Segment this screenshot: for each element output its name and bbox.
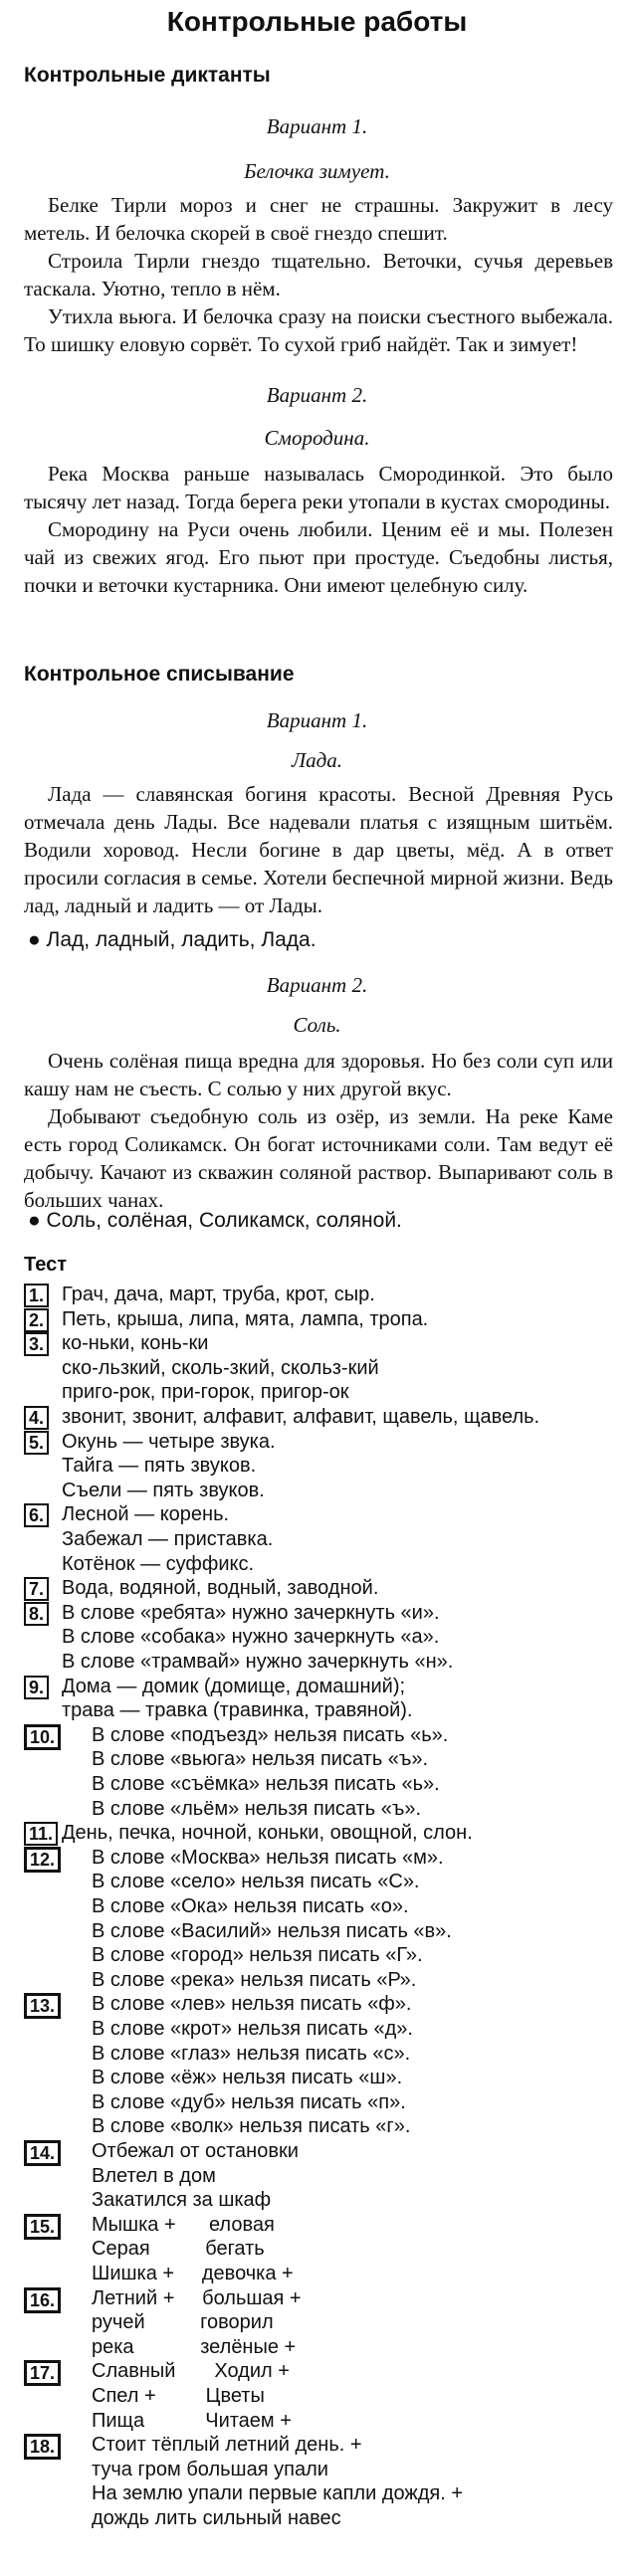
dictation-v2-text: [24, 460, 613, 599]
answer-text: Влетел в дом: [92, 2164, 216, 2187]
question-number: 7.: [24, 1577, 49, 1601]
paragraph: Очень солёная пища вредна для здоровья. Но без соли суп или кашу нам не съесть. С солью у них другой вкус.: [24, 1049, 613, 1100]
copying-v2-bullet: ● Соль, солёная, Соликамск, соляной.: [28, 1209, 402, 1232]
answer-text: В слове «река» нельзя писать «Р».: [92, 1968, 417, 1991]
answer-text: В слове «собака» нужно зачеркнуть «а».: [62, 1626, 440, 1649]
answer-text: На землю упали первые капли дождя. +: [92, 2482, 464, 2505]
answer-text: Забежал — приставка.: [62, 1528, 274, 1550]
answer-text: Тайга — пять звуков.: [62, 1455, 257, 1478]
test-heading: Тест: [24, 1254, 67, 1276]
question-number: 8.: [24, 1602, 49, 1626]
copying-v1-name: Лада.: [291, 748, 343, 772]
answer-text: Мышка + еловая: [92, 2213, 275, 2236]
answer-text: приго-рок, при-горок, пригор-ок: [62, 1381, 349, 1404]
paragraph: Утихла вьюга. И белочка сразу на поиски съестного выбежала. То шишку еловую сорвёт. То сухой гриб найдёт. Так и зимует!: [24, 304, 613, 356]
answer-text: В слове «подъезд» нельзя писать «ь».: [92, 1723, 449, 1746]
answer-text: звонит, звонит, алфавит, алфавит, щавель, щавель.: [62, 1406, 540, 1428]
paragraph: Река Москва раньше называлась Смородинкой. Это было тысячу лет назад. Тогда берега реки утопали в кустах смородины.: [24, 462, 613, 513]
question-number: 11.: [24, 1822, 58, 1846]
answer-text: Стоит тёплый летний день. +: [92, 2434, 362, 2457]
answer-text: В слове «Москва» нельзя писать «м».: [92, 1846, 444, 1869]
answer-text: В слове «Ока» нельзя писать «о».: [92, 1895, 409, 1917]
answer-text: Лесной — корень.: [62, 1503, 230, 1526]
answer-text: трава — травка (травинка, травяной).: [62, 1699, 413, 1722]
question-number: 16.: [24, 2287, 61, 2313]
question-number: 13.: [24, 1993, 61, 2019]
dictation-v1-label: Вариант 1.: [266, 114, 368, 138]
paragraph: Лада — славянская богиня красоты. Весной Древняя Русь отмечала день Лады. Все надевали платья с изящным шитьём. Водили хоровод. Несли богине в дар цветы, мёд. А в ответ просили согласия в семье. Хотели беспечной мирной жизни. Ведь лад, ладный и ладить — от Лады.: [24, 782, 613, 917]
answer-text: туча гром большая упали: [92, 2458, 328, 2480]
answer-text: Грач, дача, март, труба, крот, сыр.: [62, 1284, 375, 1305]
dictation-v1-name: Белочка зимует.: [244, 159, 390, 183]
answer-text: ско-льзкий, сколь-зкий, скольз-кий: [62, 1356, 379, 1379]
dictation-v2-label: Вариант 2.: [266, 383, 368, 407]
question-number: 4.: [24, 1406, 49, 1430]
bullet-text: Лад, ладный, ладить, Лада.: [46, 928, 317, 951]
answer-text: В слове «крот» нельзя писать «д».: [92, 2018, 413, 2040]
answer-text: Вода, водяной, водный, заводной.: [62, 1577, 379, 1600]
question-number: 2.: [24, 1308, 49, 1332]
answer-text: Закатился за шкаф: [92, 2189, 272, 2212]
question-number: 10.: [24, 1724, 61, 1750]
bullet-text: Соль, солёная, Соликамск, соляной.: [46, 1209, 402, 1232]
paragraph: Смородину на Руси очень любили. Ценим её и мы. Полезен чай из свежих ягод. Его пьют при простуде. Съедобны листья, почки и веточки кустарника. Они имеют целебную силу.: [24, 517, 613, 597]
answer-text: В слове «Василий» нельзя писать «в».: [92, 1919, 452, 1942]
answer-text: Отбежал от остановки: [92, 2140, 299, 2162]
copying-v1-label: Вариант 1.: [266, 708, 368, 732]
question-number: 3.: [24, 1332, 49, 1356]
question-number: 12.: [24, 1847, 61, 1873]
question-number: 6.: [24, 1503, 49, 1527]
answer-text: В слове «льём» нельзя писать «ъ».: [92, 1797, 422, 1820]
paragraph: Строила Тирли гнездо тщательно. Веточки, сучья деревьев таскала. Уютно, тепло в нём.: [24, 249, 613, 300]
question-number: 1.: [24, 1284, 49, 1307]
answer-text: В слове «глаз» нельзя писать «с».: [92, 2042, 411, 2065]
answer-text: Дома — домик (домище, домашний);: [62, 1675, 406, 1697]
answer-text: Спел + Цветы: [92, 2385, 265, 2407]
answer-text: В слове «вьюга» нельзя писать «ъ».: [92, 1748, 429, 1771]
copying-heading: Контрольное списывание: [24, 663, 295, 686]
answer-text: Окунь — четыре звука.: [62, 1430, 276, 1453]
answer-text: Серая бегать: [92, 2238, 265, 2261]
dictation-v2-name: Смородина.: [264, 426, 370, 450]
paragraph: Белке Тирли мороз и снег не страшны. Закружит в лесу метель. И белочка скорей в своё гнездо спешит.: [24, 193, 613, 245]
answer-text: В слове «село» нельзя писать «С».: [92, 1871, 420, 1893]
dictation-v1-text: [24, 191, 613, 358]
question-number: 18.: [24, 2434, 61, 2460]
answer-text: река зелёные +: [92, 2335, 297, 2358]
copying-v2-label: Вариант 2.: [266, 973, 368, 997]
answer-text: ручей говорил: [92, 2311, 274, 2334]
copying-v1-text: [24, 780, 613, 919]
answer-text: В слове «лев» нельзя писать «ф».: [92, 1993, 412, 2016]
answer-text: В слове «съёмка» нельзя писать «ь».: [92, 1773, 440, 1795]
answer-text: Славный Ходил +: [92, 2360, 290, 2383]
answer-text: дождь лить сильный навес: [92, 2507, 341, 2529]
copying-v2-text: [24, 1047, 613, 1214]
question-number: 5.: [24, 1431, 49, 1455]
answer-text: В слове «ёж» нельзя писать «ш».: [92, 2067, 403, 2089]
question-number: 14.: [24, 2140, 61, 2166]
answer-text: В слове «волк» нельзя писать «г».: [92, 2115, 411, 2138]
answer-text: В слове «трамвай» нужно зачеркнуть «н».: [62, 1651, 454, 1673]
answer-text: Шишка + девочка +: [92, 2263, 294, 2284]
page-title: Контрольные работы: [166, 6, 468, 37]
question-number: 9.: [24, 1676, 49, 1699]
answer-text: День, печка, ночной, коньки, овощной, слон.: [62, 1822, 473, 1845]
copying-v1-bullet: ● Лад, ладный, ладить, Лада.: [28, 928, 317, 951]
answer-text: Петь, крыша, липа, мята, лампа, тропа.: [62, 1307, 429, 1330]
copying-v2-name: Соль.: [293, 1013, 341, 1037]
answer-text: Пища Читаем +: [92, 2409, 292, 2432]
dictations-heading: Контрольные диктанты: [24, 64, 271, 87]
answer-text: В слове «дуб» нельзя писать «п».: [92, 2090, 406, 2113]
answer-text: Съели — пять звуков.: [62, 1479, 265, 1501]
question-number: 15.: [24, 2214, 61, 2240]
answer-text: Котёнок — суффикс.: [62, 1552, 255, 1575]
question-number: 17.: [24, 2360, 61, 2386]
answer-text: Летний + большая +: [92, 2286, 302, 2309]
answer-text: В слове «ребята» нужно зачеркнуть «и».: [62, 1601, 440, 1624]
answer-text: ко-ньки, конь-ки: [62, 1332, 209, 1355]
paragraph: Добывают съедобную соль из озёр, из земли. На реке Каме есть город Соликамск. Он богат источниками соли. Там ведут её добычу. Качают из скважин соляной раствор. Выпаривают соль в больших чанах.: [24, 1104, 613, 1212]
answer-text: В слове «город» нельзя писать «Г».: [92, 1944, 423, 1967]
